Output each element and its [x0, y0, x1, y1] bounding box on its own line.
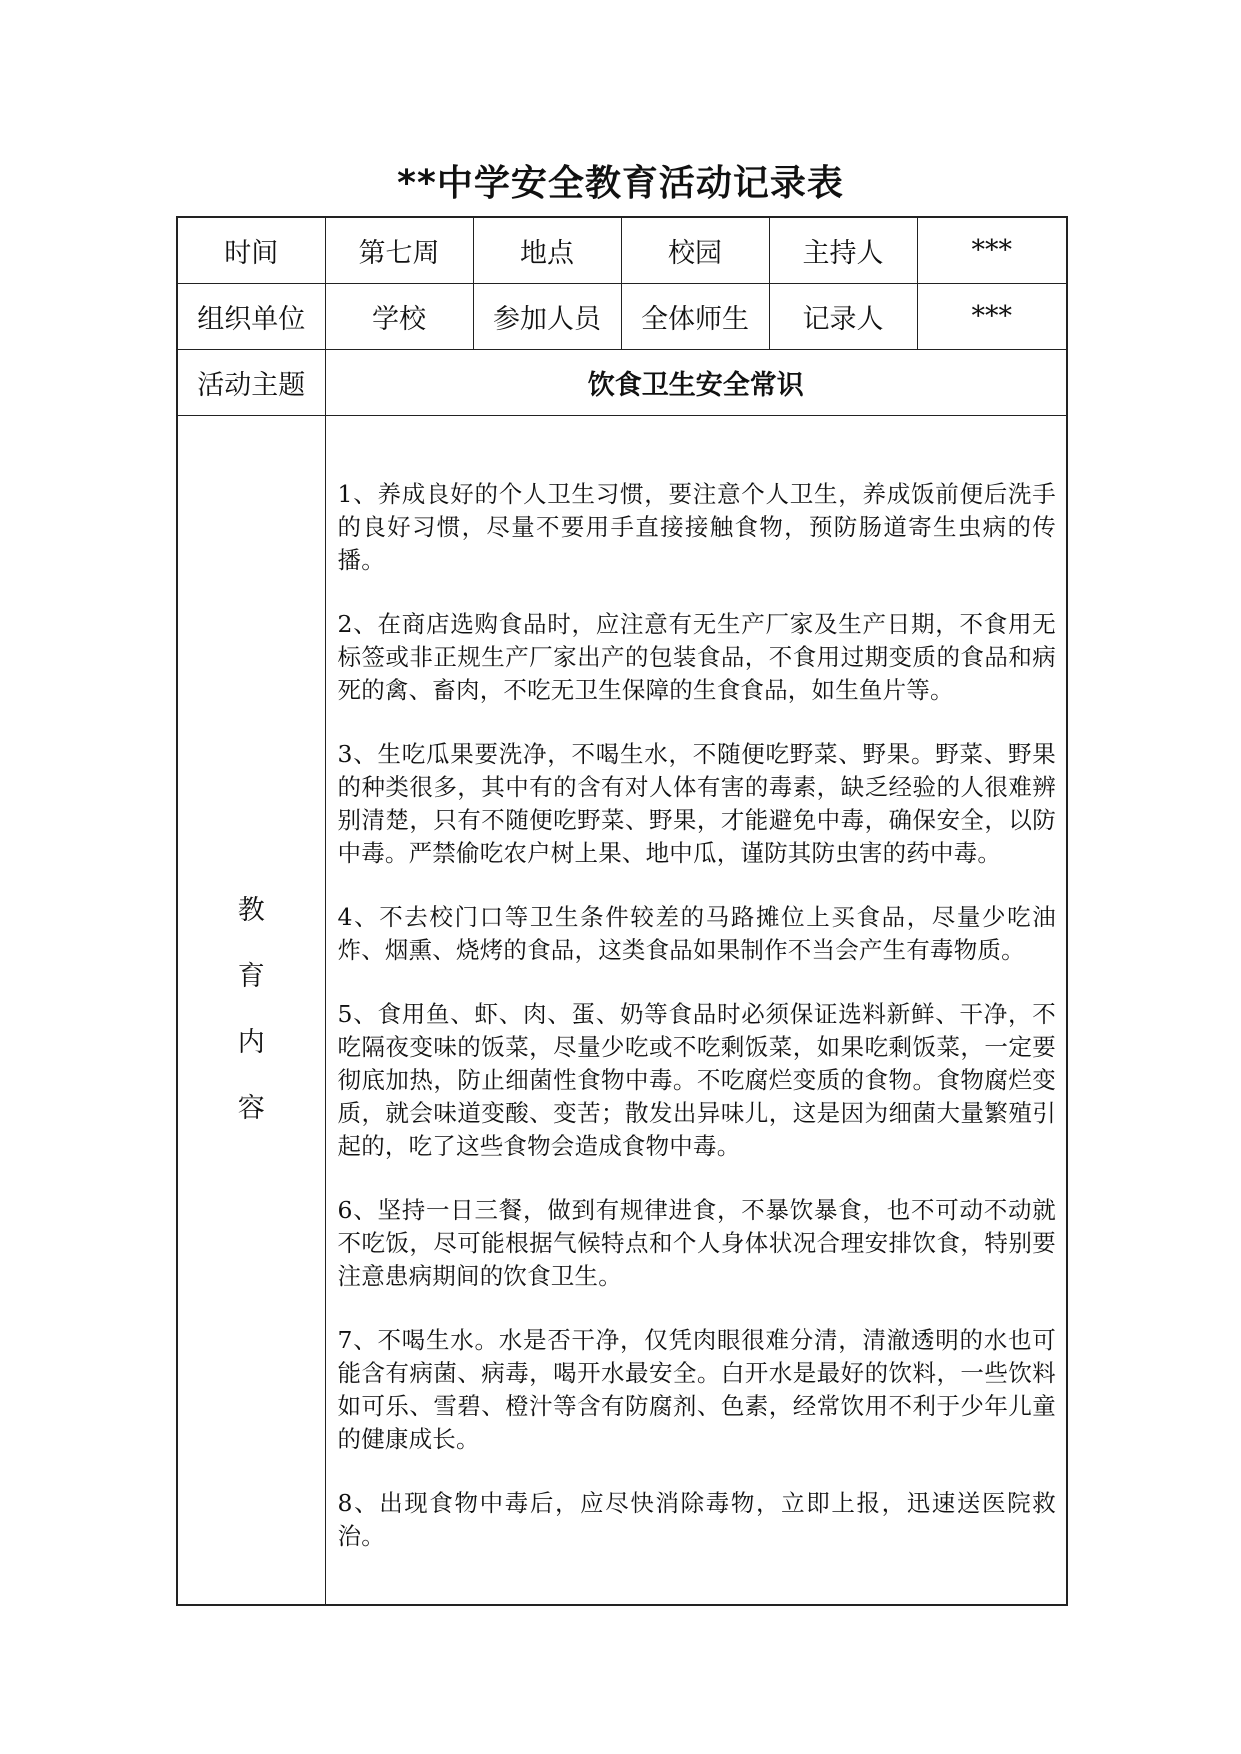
host-label: 主持人 [769, 217, 917, 283]
content-paragraph: 3、生吃瓜果要洗净，不喝生水，不随便吃野菜、野果。野菜、野果的种类很多，其中有的含有对人体有害的毒素，缺乏经验的人很难辨别清楚，只有不随便吃野菜、野果，才能避免中毒，确保安全，以防中毒。严禁偷吃农户树上果、地中瓜，谨防其防虫害的药中毒。 [337, 739, 1056, 867]
content-paragraph: 4、不去校门口等卫生条件较差的马路摊位上买食品，尽量少吃油炸、烟熏、烧烤的食品，这类食品如果制作不当会产生有毒物质。 [337, 902, 1056, 964]
table-row-theme [177, 349, 1067, 415]
content-paragraph: 5、食用鱼、虾、肉、蛋、奶等食品时必须保证选料新鲜、干净，不吃隔夜变味的饭菜，尽量少吃或不吃剩饭菜，如果吃剩饭菜，一定要彻底加热，防止细菌性食物中毒。不吃腐烂变质的食物。食物腐烂变质，就会味道变酸、变苦；散发出异味儿，这是因为细菌大量繁殖引起的，吃了这些食物会造成食物中毒。 [337, 999, 1056, 1160]
participants-label: 参加人员 [473, 283, 621, 349]
content-label-char: 内 [237, 1026, 265, 1058]
place-value: 校园 [621, 217, 769, 283]
recorder-label: 记录人 [769, 283, 917, 349]
content-body-cell [325, 415, 1067, 1605]
theme-value: 饮食卫生安全常识 [325, 349, 1067, 415]
content-label-cell [177, 415, 325, 1605]
place-label: 地点 [473, 217, 621, 283]
theme-label: 活动主题 [177, 349, 325, 415]
content-label-char: 容 [237, 1092, 265, 1124]
content-label-char: 教 [237, 894, 265, 926]
content-body [326, 416, 1067, 1604]
content-label-char: 育 [237, 960, 265, 992]
content-paragraph: 6、坚持一日三餐，做到有规律进食，不暴饮暴食，也不可动不动就不吃饭，尽可能根据气候特点和个人身体状况合理安排饮食，特别要注意患病期间的饮食卫生。 [337, 1195, 1056, 1290]
activity-record-table [176, 216, 1068, 1606]
recorder-value: *** [917, 283, 1067, 349]
participants-value: 全体师生 [621, 283, 769, 349]
org-label: 组织单位 [177, 283, 325, 349]
content-label [178, 891, 325, 1129]
table-row-content [177, 415, 1067, 1605]
time-value: 第七周 [325, 217, 473, 283]
content-paragraph: 2、在商店选购食品时，应注意有无生产厂家及生产日期，不食用无标签或非正规生产厂家出产的包装食品，不食用过期变质的食品和病死的禽、畜肉，不吃无卫生保障的生食食品，如生鱼片等。 [337, 609, 1056, 704]
content-paragraph: 1、养成良好的个人卫生习惯，要注意个人卫生，养成饭前便后洗手的良好习惯，尽量不要用手直接接触食物，预防肠道寄生虫病的传播。 [337, 479, 1056, 574]
table-row-org-participants-recorder [177, 283, 1067, 349]
org-value: 学校 [325, 283, 473, 349]
content-paragraph: 8、出现食物中毒后，应尽快消除毒物，立即上报，迅速送医院救治。 [337, 1488, 1056, 1550]
document-title: **中学安全教育活动记录表 [397, 163, 844, 204]
content-paragraph: 7、不喝生水。水是否干净，仅凭肉眼很难分清，清澈透明的水也可能含有病菌、病毒，喝开水最安全。白开水是最好的饮料，一些饮料如可乐、雪碧、橙汁等含有防腐剂、色素，经常饮用不利于少年儿童的健康成长。 [337, 1325, 1056, 1453]
host-value: *** [917, 217, 1067, 283]
table-row-time-place-host [177, 217, 1067, 283]
time-label: 时间 [177, 217, 325, 283]
